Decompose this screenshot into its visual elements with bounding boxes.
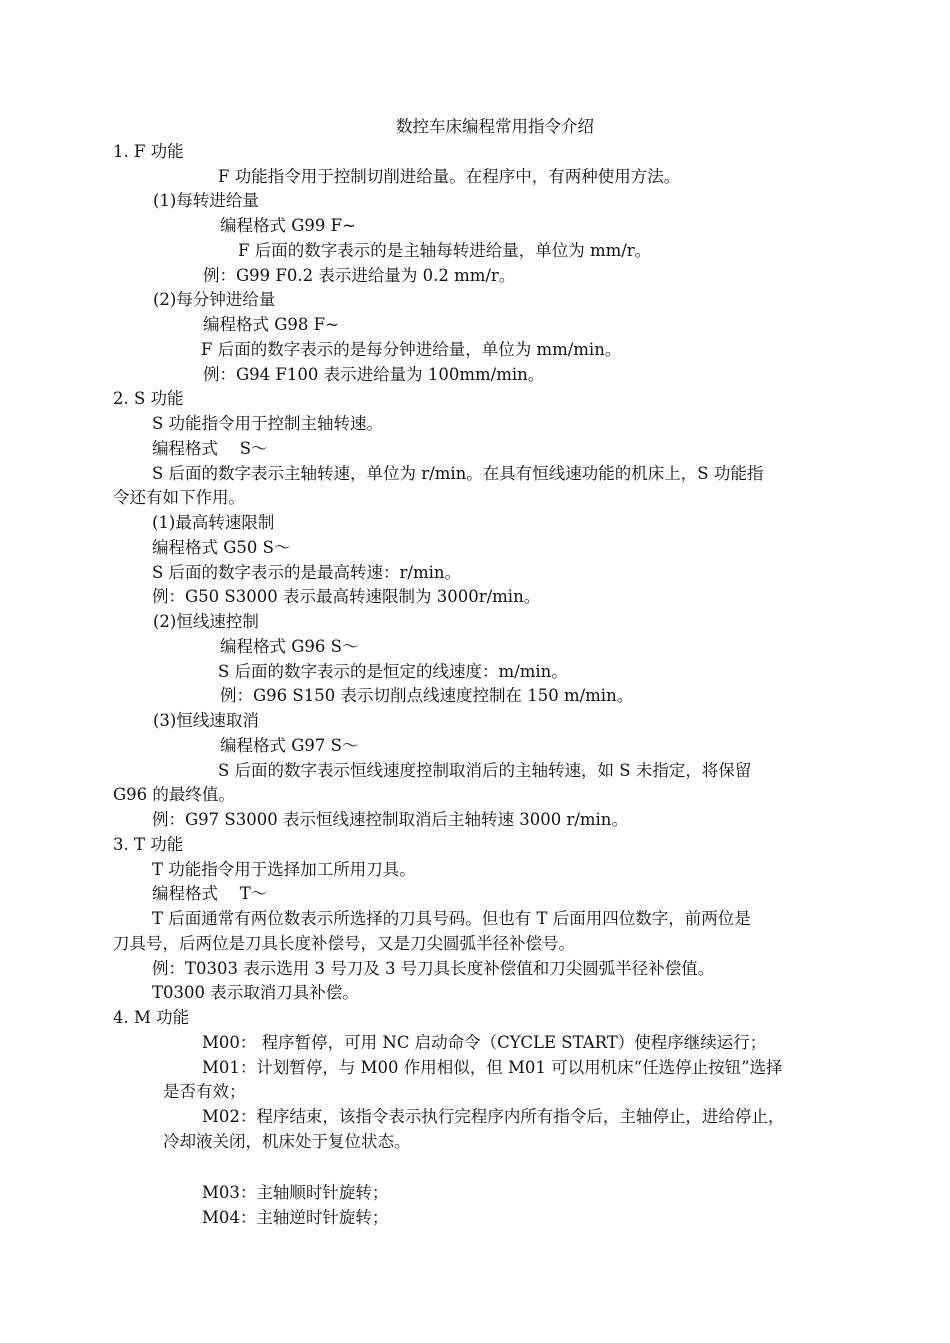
subsection-heading: (3)恒线速取消 <box>153 711 259 730</box>
subsection-heading: (2)每分钟进给量 <box>153 290 276 309</box>
paragraph-line: 例：T0303 表示选用 3 号刀及 3 号刀具长度补偿值和刀尖圆弧半径补偿值。 <box>152 959 715 978</box>
paragraph-line: 是否有效； <box>163 1082 246 1101</box>
paragraph-line: 编程格式 G97 S～ <box>220 736 359 755</box>
section-heading-f: 1. F 功能 <box>113 142 184 161</box>
paragraph-line: 编程格式 G99 F~ <box>220 216 356 235</box>
paragraph-line: G96 的最终值。 <box>113 785 235 804</box>
paragraph-line: 编程格式 T～ <box>152 884 268 903</box>
subsection-heading: (1)最高转速限制 <box>152 513 275 532</box>
paragraph-line: 冷却液关闭，机床处于复位状态。 <box>163 1132 411 1151</box>
paragraph-line: 例：G99 F0.2 表示进给量为 0.2 mm/r。 <box>203 266 516 285</box>
paragraph-line: 编程格式 G98 F~ <box>203 315 339 334</box>
paragraph-line: F 后面的数字表示的是每分钟进给量，单位为 mm/min。 <box>201 340 622 359</box>
section-heading-s: 2. S 功能 <box>113 389 184 408</box>
paragraph-line: 刀具号，后两位是刀具长度补偿号，又是刀尖圆弧半径补偿号。 <box>113 934 575 953</box>
paragraph-line: S 功能指令用于控制主轴转速。 <box>152 414 384 433</box>
paragraph-line: S 后面的数字表示恒线速度控制取消后的主轴转速，如 S 未指定，将保留 <box>218 761 752 780</box>
paragraph-line: 例：G94 F100 表示进给量为 100mm/min。 <box>203 365 545 384</box>
subsection-heading: (2)恒线速控制 <box>153 612 259 631</box>
paragraph-line: 例：G50 S3000 表示最高转速限制为 3000r/min。 <box>152 587 541 606</box>
paragraph-line: S 后面的数字表示主轴转速，单位为 r/min。在具有恒线速功能的机床上，S 功能指 <box>152 464 764 483</box>
paragraph-line: M01：计划暂停，与 M00 作用相似，但 M01 可以用机床“任选停止按钮”选择 <box>202 1058 783 1077</box>
paragraph-line: M04：主轴逆时针旋转； <box>202 1208 389 1227</box>
paragraph-line: 编程格式 G50 S～ <box>152 538 291 557</box>
paragraph-line: F 功能指令用于控制切削进给量。在程序中，有两种使用方法。 <box>218 167 681 186</box>
paragraph-line: 令还有如下作用。 <box>113 488 245 507</box>
document-title: 数控车床编程常用指令介绍 <box>396 117 594 136</box>
section-heading-m: 4. M 功能 <box>113 1008 190 1027</box>
paragraph-line: 例：G96 S150 表示切削点线速度控制在 150 m/min。 <box>220 686 634 705</box>
paragraph-line: T 后面通常有两位数表示所选择的刀具号码。但也有 T 后面用四位数字，前两位是 <box>152 909 751 928</box>
paragraph-line: M03：主轴顺时针旋转； <box>202 1183 389 1202</box>
paragraph-line: 例：G97 S3000 表示恒线速控制取消后主轴转速 3000 r/min。 <box>152 810 628 829</box>
paragraph-line: M02：程序结束，该指令表示执行完程序内所有指令后，主轴停止，进给停止， <box>202 1107 785 1126</box>
paragraph-line: T0300 表示取消刀具补偿。 <box>152 983 359 1002</box>
paragraph-line: 编程格式 G96 S～ <box>220 637 359 656</box>
paragraph-line: F 后面的数字表示的是主轴每转进给量，单位为 mm/r。 <box>238 241 652 260</box>
paragraph-line: 编程格式 S～ <box>152 439 268 458</box>
subsection-heading: (1)每转进给量 <box>153 191 259 210</box>
paragraph-line: S 后面的数字表示的是恒定的线速度：m/min。 <box>218 662 568 681</box>
paragraph-line: T 功能指令用于选择加工所用刀具。 <box>152 860 416 879</box>
paragraph-line: M00： 程序暂停，可用 NC 启动命令（CYCLE START）使程序继续运行； <box>202 1033 767 1052</box>
paragraph-line: S 后面的数字表示的是最高转速：r/min。 <box>152 563 462 582</box>
section-heading-t: 3. T 功能 <box>113 835 184 854</box>
